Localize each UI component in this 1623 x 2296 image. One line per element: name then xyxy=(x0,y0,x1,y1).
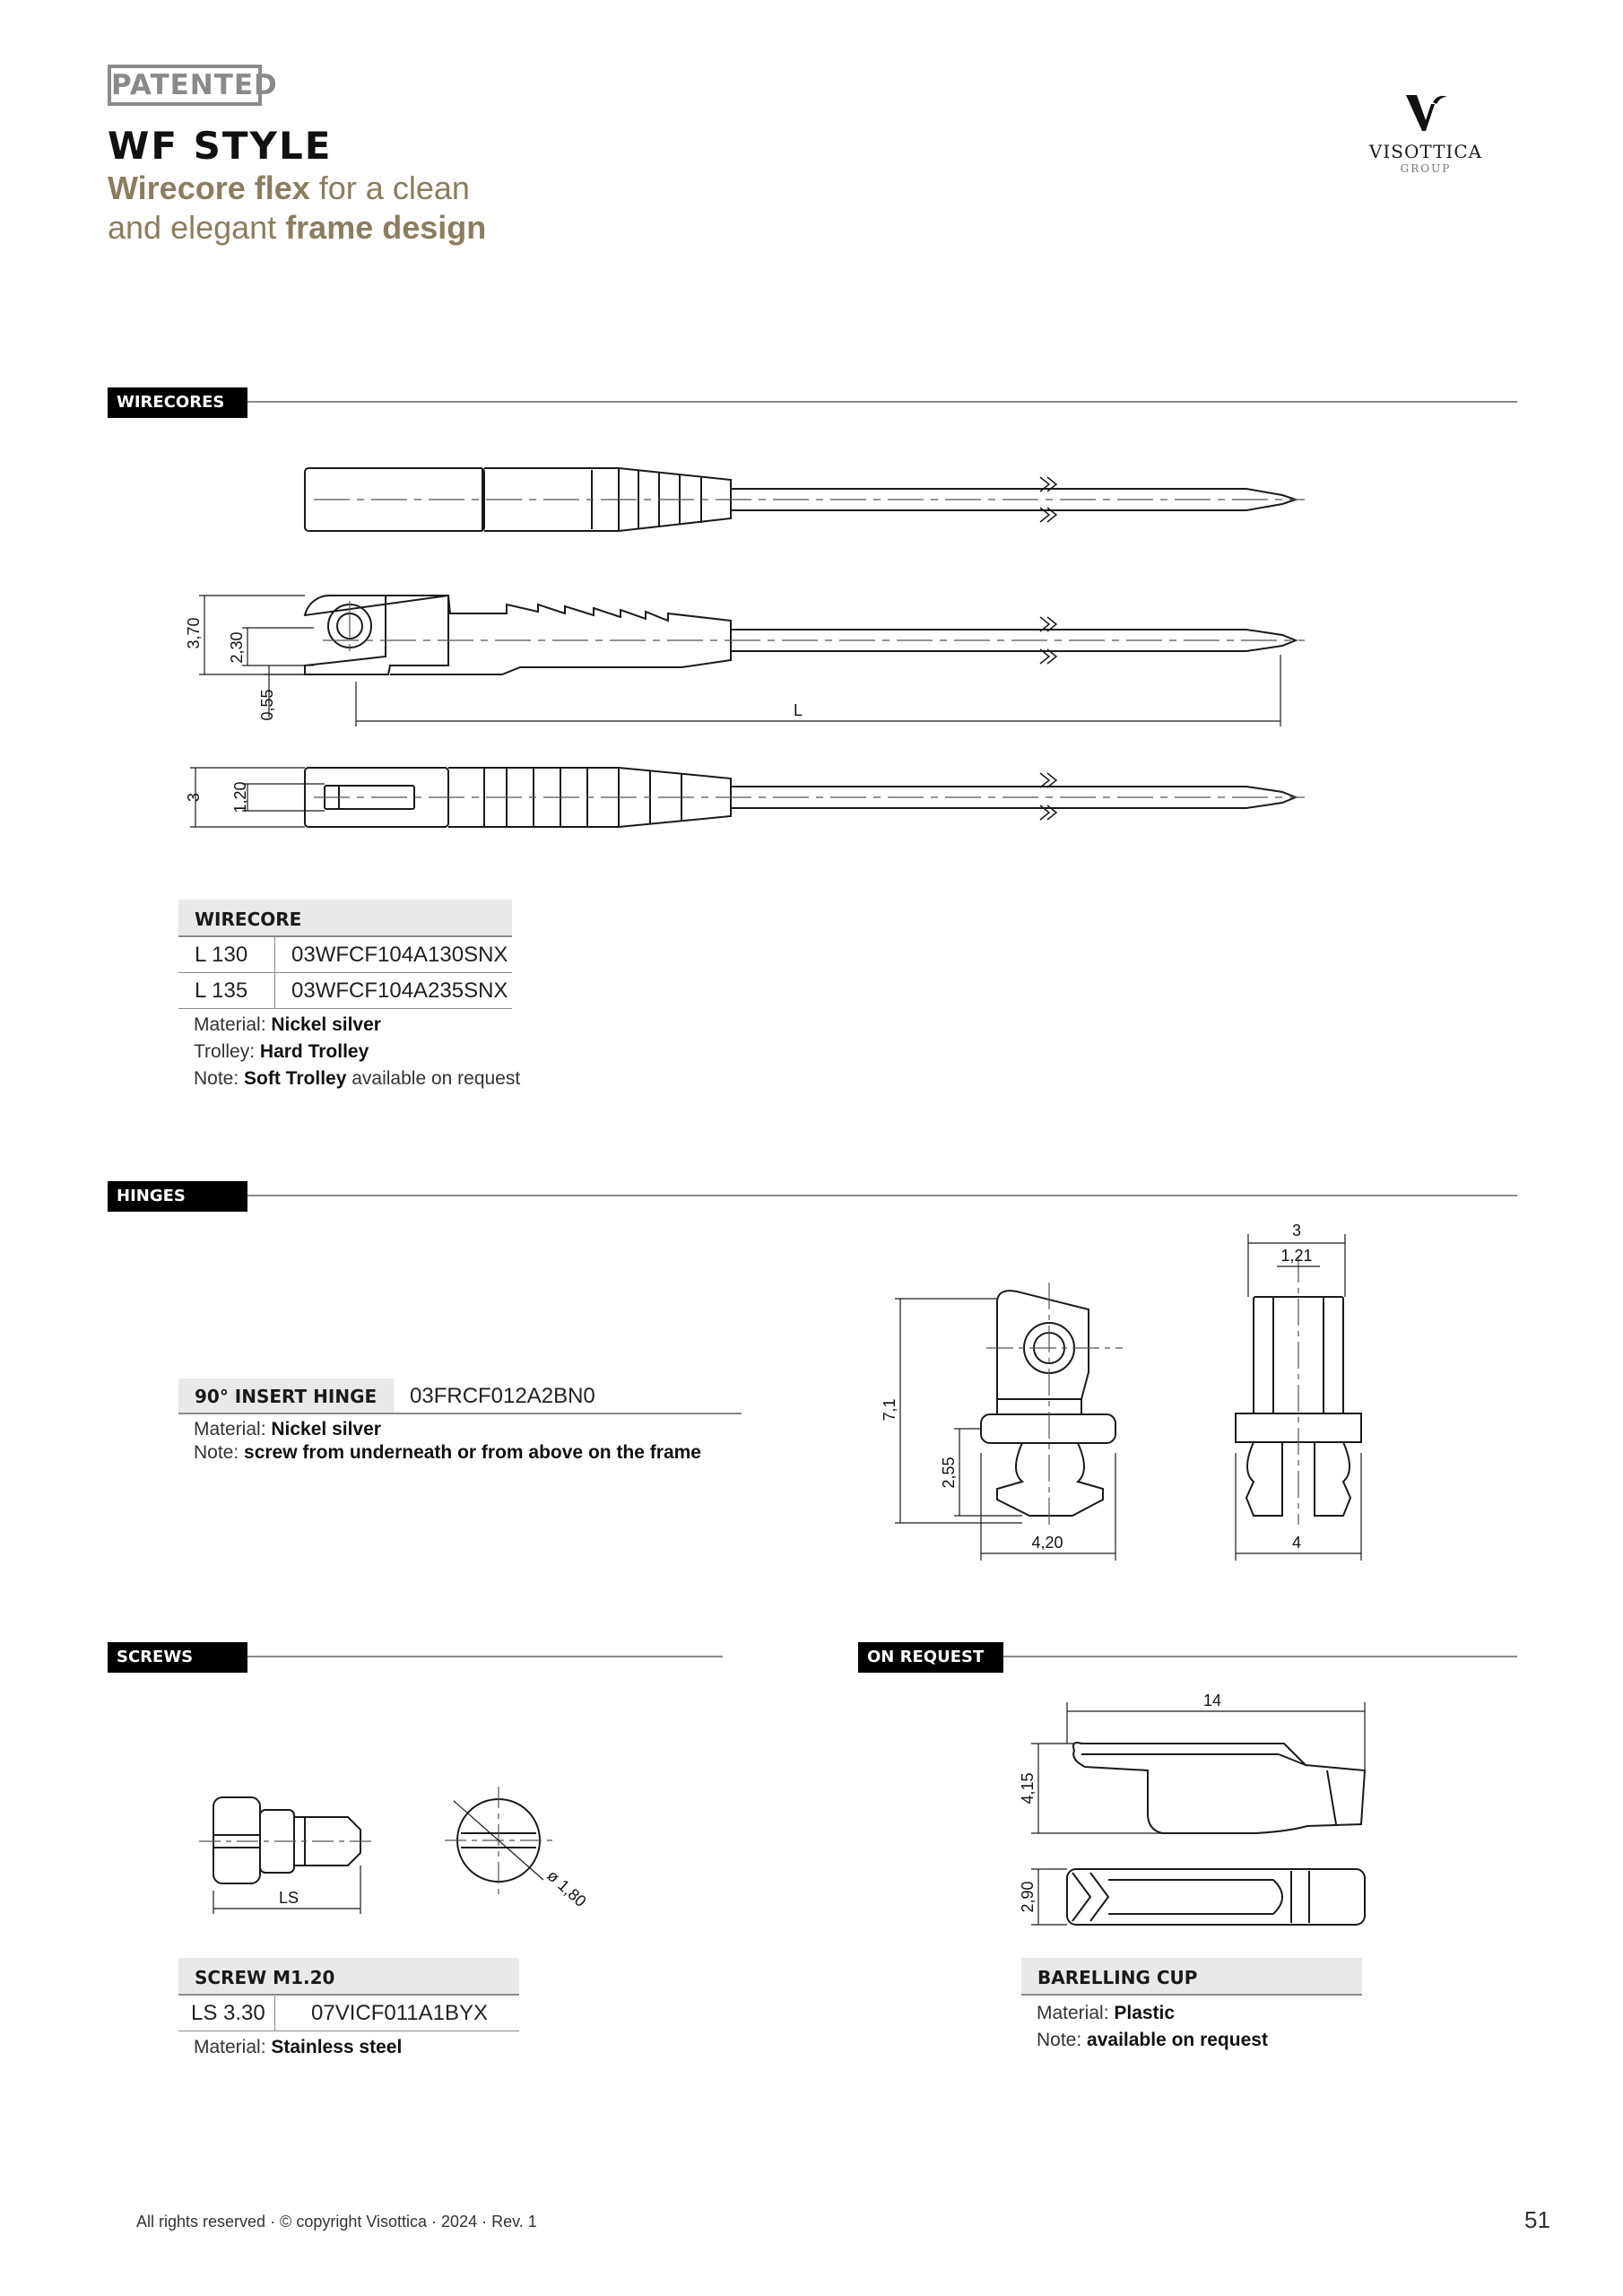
logo-group: GROUP xyxy=(1400,162,1452,175)
section-hinges-line xyxy=(247,1195,1517,1196)
note-tail: available on request xyxy=(346,1068,521,1089)
material-label: Material: xyxy=(194,2037,272,2057)
section-hinges: HINGES xyxy=(108,1181,247,1212)
dim-4: 4 xyxy=(1291,1534,1302,1552)
dim-1-20: 1,20 xyxy=(231,781,249,813)
hinge-drawing xyxy=(861,1211,1399,1570)
screw-code: 07VICF011A1BYX xyxy=(311,2001,489,2025)
hinge-notes xyxy=(194,1416,701,1466)
table-row xyxy=(178,973,512,1009)
dim-0-55: 0,55 xyxy=(258,689,276,721)
page-title: WF STYLE xyxy=(108,124,333,168)
hinge-name: 90° INSERT HINGE xyxy=(178,1378,394,1413)
note-label: Note: xyxy=(194,1442,245,1463)
dim-1-21: 1,21 xyxy=(1280,1247,1313,1265)
patented-badge: PATENTED xyxy=(108,65,262,106)
visottica-logo xyxy=(1345,90,1506,175)
wirecore-side-eye xyxy=(305,596,448,674)
dim-7-1: 7,1 xyxy=(881,1398,898,1422)
trolley-value: Hard Trolley xyxy=(259,1041,369,1062)
section-screws: SCREWS xyxy=(108,1642,247,1673)
material-label: Material: xyxy=(1037,2003,1115,2023)
hinge-table xyxy=(178,1378,742,1414)
dim-4-15: 4,15 xyxy=(1019,1772,1037,1805)
dim-L: L xyxy=(793,701,803,719)
barelling-cup-top xyxy=(1067,1869,1365,1925)
dim-diameter: ø 1,80 xyxy=(543,1866,590,1911)
wirecore-length: L 135 xyxy=(178,973,275,1008)
dim-14: 14 xyxy=(1202,1692,1222,1709)
wirecore-table-header: WIRECORE xyxy=(178,900,512,937)
section-on-request: ON REQUEST xyxy=(858,1642,1003,1673)
material-value: Plastic xyxy=(1114,2003,1176,2023)
material-label: Material: xyxy=(194,1014,272,1035)
barelling-cup-header: BARELLING CUP xyxy=(1021,1958,1362,1996)
wirecore-code: 03WFCF104A235SNX xyxy=(291,978,508,1003)
dim-LS: LS xyxy=(278,1889,299,1907)
material-value: Nickel silver xyxy=(271,1014,381,1035)
barelling-cup-notes xyxy=(1037,2000,1268,2054)
screw-notes xyxy=(194,2034,402,2061)
subtitle-emph-1: Wirecore flex xyxy=(108,170,310,206)
material-label: Material: xyxy=(194,1419,272,1439)
footer-copyright: All rights reserved · © copyright Visottica · 2024 · Rev. 1 xyxy=(136,2213,537,2231)
hinge-front-base xyxy=(997,1443,1103,1516)
section-screws-line xyxy=(247,1656,723,1657)
screw-drawing xyxy=(161,1767,610,1928)
wirecore-notes xyxy=(194,1012,520,1092)
note-value: available on request xyxy=(1087,2030,1268,2050)
wirecore-length: L 130 xyxy=(178,937,275,972)
subtitle-emph-2: frame design xyxy=(285,209,487,246)
note-label: Note: xyxy=(194,1068,245,1089)
subtitle-text-1: for a clean xyxy=(309,170,470,206)
dim-3: 3 xyxy=(185,792,203,803)
screw-table-header: SCREW M1.20 xyxy=(178,1958,519,1996)
subtitle-text-2: and elegant xyxy=(108,209,286,246)
material-value: Stainless steel xyxy=(271,2037,403,2057)
table-row xyxy=(178,1378,742,1414)
screw-head xyxy=(213,1797,260,1883)
material-value: Nickel silver xyxy=(271,1419,381,1439)
wirecore-drawing xyxy=(0,430,1623,861)
dim-2-90: 2,90 xyxy=(1019,1881,1037,1913)
wirecore-code: 03WFCF104A130SNX xyxy=(291,943,508,967)
dim-2-30: 2,30 xyxy=(228,631,246,664)
barelling-cup-drawing xyxy=(995,1686,1399,1946)
dim-4-20: 4,20 xyxy=(1031,1534,1063,1552)
section-wirecores: WIRECORES xyxy=(108,387,247,418)
section-wirecores-line xyxy=(247,401,1517,403)
table-row xyxy=(178,1996,519,2031)
screw-length: LS 3.30 xyxy=(178,1996,275,2031)
dim-3-70: 3,70 xyxy=(185,617,203,649)
barelling-cup-side xyxy=(1073,1743,1365,1833)
section-on-request-line xyxy=(1003,1656,1517,1657)
dim-3: 3 xyxy=(1291,1222,1302,1239)
page-subtitle xyxy=(108,169,486,248)
screw-table xyxy=(178,1958,519,2031)
dim-2-55: 2,55 xyxy=(940,1457,958,1489)
note-value: screw from underneath or from above on the frame xyxy=(244,1442,701,1463)
wirecore-table xyxy=(178,900,512,1009)
trolley-label: Trolley: xyxy=(194,1041,260,1062)
hinge-code: 03FRCF012A2BN0 xyxy=(410,1384,595,1408)
table-row xyxy=(178,937,512,973)
barelling-cup-table xyxy=(1021,1958,1362,1996)
note-value: Soft Trolley xyxy=(244,1068,347,1089)
page-number: 51 xyxy=(1524,2206,1550,2233)
logo-brand: VISOTTICA xyxy=(1368,141,1483,162)
note-label: Note: xyxy=(1037,2030,1088,2050)
visottica-v-icon xyxy=(1399,90,1453,135)
